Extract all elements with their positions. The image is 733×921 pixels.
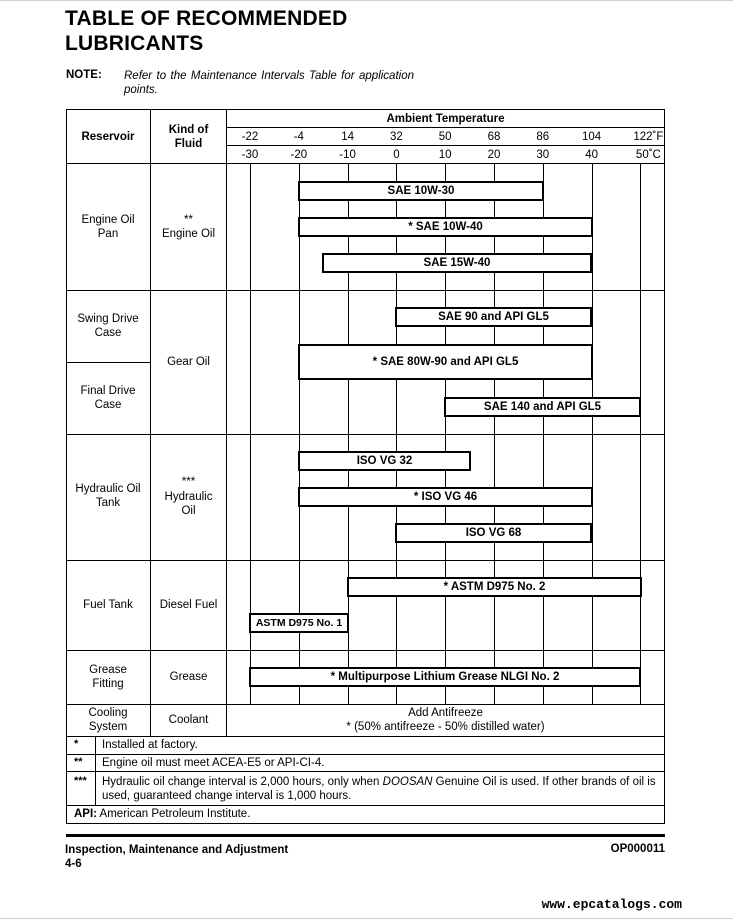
coolant-mix: * (50% antifreeze - 50% distilled water) (346, 721, 545, 733)
range-bar: ASTM D975 No. 1 (249, 613, 349, 633)
header-ambient-temperature: Ambient Temperature (386, 113, 505, 125)
range-bar: ISO VG 68 (395, 523, 592, 543)
footer-code: OP000011 (610, 843, 665, 855)
fahrenheit-tick: -4 (293, 131, 304, 143)
reservoir-grease-line-2: Fitting (92, 678, 124, 690)
range-bar: * SAE 10W-40 (298, 217, 593, 237)
reservoir-hydraulic-line-2: Tank (95, 497, 121, 509)
reservoir-final-line-2: Case (94, 399, 122, 411)
footnote-2-mark: ** (74, 756, 83, 768)
footnote-2-text: Engine oil must meet ACEA-E5 or API-CI-4. (102, 757, 325, 769)
range-bar: SAE 90 and API GL5 (395, 307, 592, 327)
celsius-tick: -30 (241, 149, 259, 161)
fahrenheit-tick: 104 (582, 131, 602, 143)
kind-engine-mark: ** (184, 214, 193, 226)
range-bar: * Multipurpose Lithium Grease NLGI No. 2 (249, 667, 641, 687)
fahrenheit-tick: 68 (487, 131, 501, 143)
range-bar: ISO VG 32 (298, 451, 471, 471)
range-bar: * ASTM D975 No. 2 (347, 577, 642, 597)
celsius-tick: 20 (487, 149, 501, 161)
reservoir-engine-line-1: Engine Oil (81, 214, 135, 226)
celsius-tick: 10 (438, 149, 452, 161)
title-line-2: LUBRICANTS (65, 32, 204, 55)
footnote-3-text-b: Genuine Oil is used. If other brands of oil is used, guaranteed change interval is 1,000 hours. (102, 776, 656, 802)
kind-hydraulic-line-1: Hydraulic (164, 491, 213, 503)
watermark: www.epcatalogs.com (541, 897, 682, 912)
range-bar: * ISO VG 46 (298, 487, 593, 507)
footnote-3-brand: DOOSAN (382, 776, 433, 788)
fahrenheit-tick: 122˚F (633, 131, 664, 143)
range-bar: SAE 15W-40 (322, 253, 592, 273)
range-bar: * SAE 80W-90 and API GL5 (298, 344, 593, 380)
fahrenheit-tick: 50 (438, 131, 452, 143)
footer-section (65, 843, 288, 871)
api-text: American Petroleum Institute. (97, 808, 251, 820)
footnote-1-mark: * (74, 738, 79, 750)
range-bar: SAE 140 and API GL5 (444, 397, 641, 417)
kind-engine-oil: Engine Oil (161, 228, 216, 240)
title-line-1: TABLE OF RECOMMENDED (65, 7, 348, 30)
bottom-rule (0, 918, 733, 919)
reservoir-swing-line-2: Case (94, 327, 122, 339)
footnote-3-mark: *** (74, 775, 87, 787)
api-label: API: (74, 808, 97, 820)
reservoir-engine-line-2: Pan (97, 228, 119, 240)
kind-hydraulic-mark: *** (181, 476, 196, 488)
header-kind-line-2: Fluid (174, 138, 203, 150)
celsius-tick: 30 (536, 149, 550, 161)
celsius-tick: -20 (290, 149, 308, 161)
range-bar: SAE 10W-30 (298, 181, 544, 201)
note-label: NOTE: (66, 69, 102, 81)
kind-diesel-fuel: Diesel Fuel (159, 599, 218, 611)
reservoir-swing-line-1: Swing Drive (77, 313, 139, 325)
reservoir-hydraulic-line-1: Hydraulic Oil (75, 483, 141, 495)
footnote-3-text (102, 775, 662, 803)
header-kind-line-1: Kind of (168, 124, 209, 136)
api-note (74, 807, 634, 821)
kind-hydraulic-line-2: Oil (181, 505, 196, 517)
kind-grease: Grease (169, 671, 208, 683)
fahrenheit-tick: 32 (389, 131, 403, 143)
footer-section-title: Inspection, Maintenance and Adjustment (65, 844, 289, 856)
kind-coolant: Coolant (168, 714, 209, 726)
reservoir-cooling-line-2: System (88, 721, 128, 733)
note-text: Refer to the Maintenance Intervals Table for application points. (124, 70, 414, 96)
fahrenheit-tick: -22 (241, 131, 259, 143)
reservoir-cooling-line-1: Cooling (88, 707, 128, 719)
celsius-tick: 0 (393, 149, 400, 161)
footnote-1-text: Installed at factory. (102, 739, 198, 751)
kind-gear-oil: Gear Oil (167, 356, 210, 368)
celsius-tick: 50˚C (635, 149, 661, 161)
reservoir-grease-line-1: Grease (89, 664, 127, 676)
footer-page-number: 4-6 (65, 858, 82, 870)
celsius-tick: -10 (339, 149, 356, 161)
coolant-instruction: Add Antifreeze (408, 707, 483, 719)
fahrenheit-tick: 86 (536, 131, 550, 143)
celsius-tick: 40 (585, 149, 598, 161)
reservoir-final-line-1: Final Drive (80, 385, 136, 397)
header-reservoir: Reservoir (81, 131, 135, 143)
fahrenheit-tick: 14 (341, 131, 354, 143)
reservoir-fuel-tank: Fuel Tank (83, 599, 133, 611)
footnote-3-text-a: Hydraulic oil change interval is 2,000 hours, only when (102, 776, 383, 788)
